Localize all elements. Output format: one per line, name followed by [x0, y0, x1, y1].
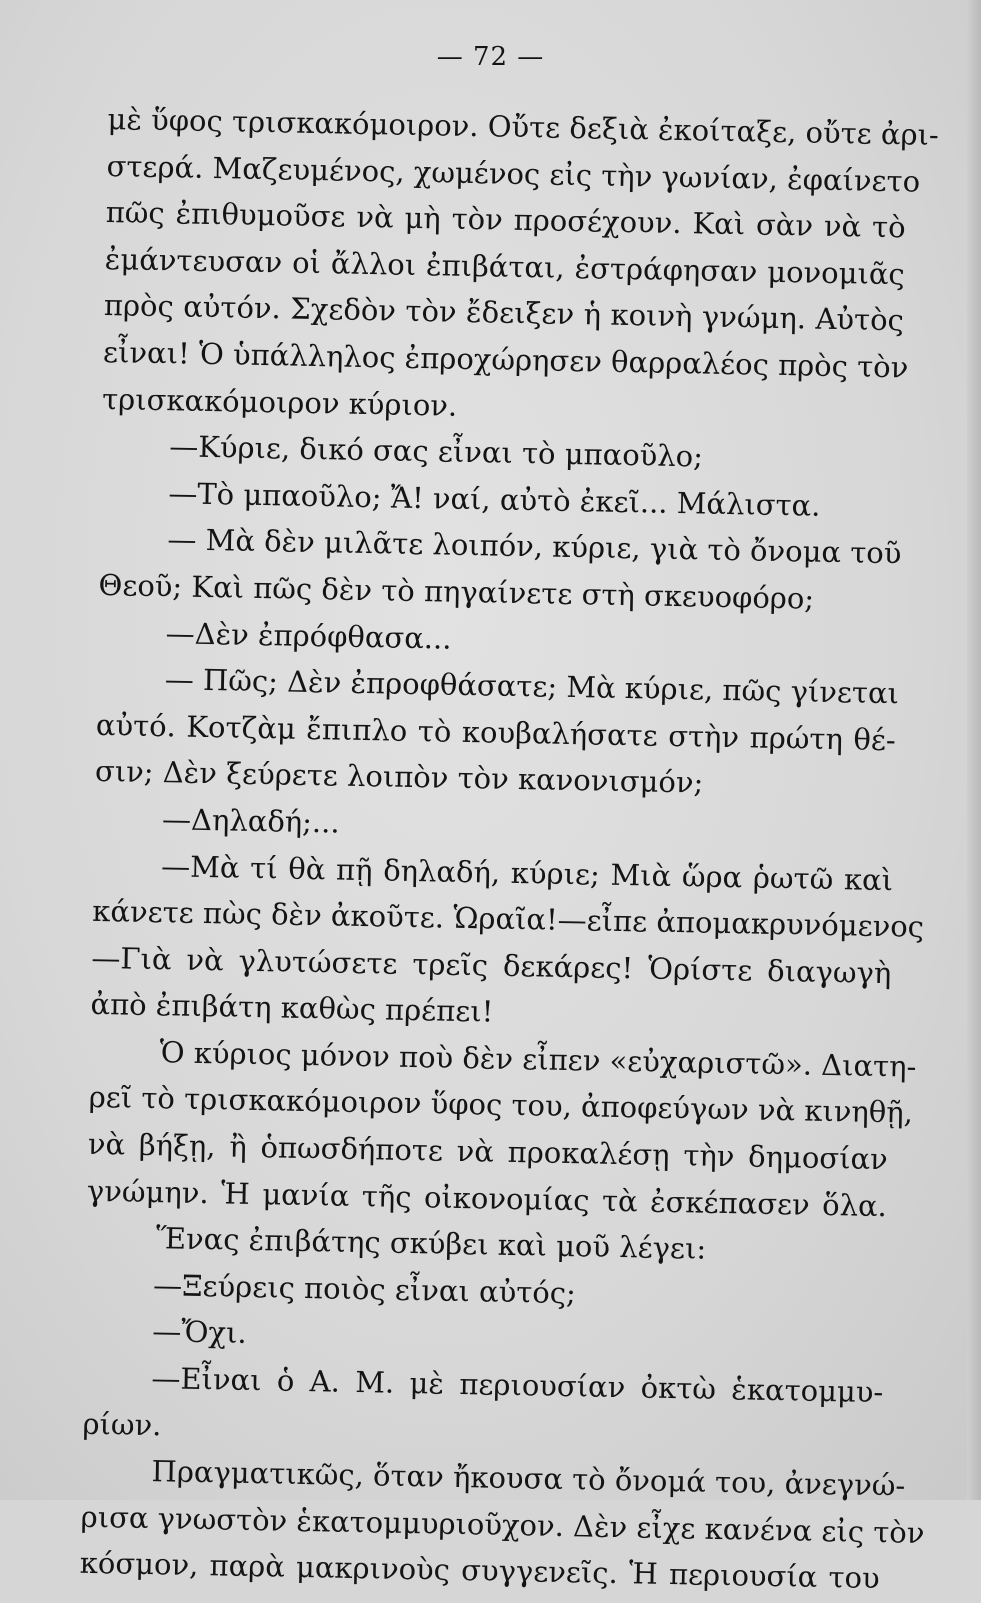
text-line: —Μὰ τί θὰ πῇ δηλαδή, κύριε; Μιὰ ὥρα ῥωτῶ καὶ	[160, 848, 894, 897]
page-edge	[967, 0, 981, 1500]
text-line: — Μὰ δὲν μιλᾶτε λοιπόν, κύριε, γιὰ τὸ ὄνομα τοῦ	[167, 522, 902, 571]
page-number: — 72 —	[436, 42, 545, 72]
text-line: ρεῖ τὸ τρισκακόμοιρον ὕφος του, ἀποφεύγων νὰ κινηθῇ,	[88, 1080, 914, 1131]
text-line: Πραγματικῶς, ὅταν ἤκουσα τὸ ὄνομά του, ἀνεγνώ-	[151, 1454, 906, 1503]
text-line: σιν; Δὲν ξεύρετε λοιπὸν τὸν κανονισμόν;	[94, 754, 704, 800]
text-line: Ὁ κύριος μόνον ποὺ δὲν εἶπεν «εὐχαριστῶ». Διατη-	[159, 1035, 917, 1084]
text-line: —Ξεύρεις ποιὸς εἶναι αὐτός;	[152, 1267, 577, 1311]
text-block	[79, 96, 940, 1602]
text-line: νὰ βήξῃ, ἢ ὁπωσδήποτε νὰ προκαλέσῃ τὴν δημοσίαν	[87, 1126, 889, 1177]
text-line: —Γιὰ νὰ γλυτώσετε τρεῖς δεκάρες! Ὁρίστε διαγωγὴ	[91, 940, 892, 990]
text-line: μὲ ὕφος τρισκακόμοιρον. Οὔτε δεξιὰ ἐκοίταξε, οὔτε ἀρι-	[107, 101, 940, 152]
text-line: —Δὲν ἐπρόφθασα...	[165, 615, 452, 656]
text-line: ρίων.	[82, 1406, 162, 1442]
text-line: —Ὄχι.	[151, 1314, 247, 1351]
text-line: πῶς ἐπιθυμοῦσε νὰ μὴ τὸν προσέχουν. Καὶ σὰν νὰ τὸ	[105, 195, 906, 245]
text-line: στερά. Μαζευμένος, χωμένος εἰς τὴν γωνίαν, ἐφαίνετο	[106, 148, 921, 199]
text-line: κόσμον, παρὰ μακρινοὺς συγγενεῖς. Ἡ περιουσία του	[79, 1546, 881, 1596]
text-line: —Τὸ μπαοῦλο; Ἄ! ναί, αὐτὸ ἐκεῖ... Μάλιστα.	[168, 475, 821, 523]
text-line: ἐμάντευσαν οἱ ἄλλοι ἐπιβάται, ἐστράφησαν μονομιᾶς	[104, 241, 906, 292]
text-line: τρισκακόμοιρον κύριον.	[101, 381, 458, 423]
text-line: ρισα γνωστὸν ἑκατομμυριοῦχον. Δὲν εἶχε κανένα εἰς τὸν	[80, 1499, 925, 1550]
text-line: ἀπὸ ἐπιβάτη καθὼς πρέπει!	[90, 987, 494, 1029]
text-line: — Πῶς; Δὲν ἐπροφθάσατε; Μὰ κύριε, πῶς γίνεται	[164, 662, 900, 711]
text-line: Θεοῦ; Καὶ πῶς δὲν τὸ πηγαίνετε στὴ σκευοφόρο;	[98, 567, 815, 616]
text-line: αὐτό. Κοτζὰμ ἔπιπλο τὸ κουβαλήσατε στὴν πρώτη θέ-	[95, 707, 897, 757]
text-line: Ἕνας ἐπιβάτης σκύβει καὶ μοῦ λέγει:	[155, 1221, 707, 1266]
text-line: —Κύριε, δικό σας εἶναι τὸ μπαοῦλο;	[168, 429, 704, 474]
text-line: εἶναι! Ὁ ὑπάλληλος ἐπροχώρησεν θαρραλέος πρὸς τὸν	[102, 334, 909, 385]
text-line: —Εἶναι ὁ Α. Μ. μὲ περιουσίαν ὀκτὼ ἑκατομμυ-	[151, 1361, 884, 1410]
text-line: πρὸς αὐτόν. Σχεδὸν τὸν ἔδειξεν ἡ κοινὴ γνώμη. Αὐτὸς	[103, 288, 905, 338]
text-line: γνώμην. Ἡ μανία τῆς οἰκονομίας τὰ ἐσκέπασεν ὅλα.	[86, 1173, 888, 1223]
text-line: —Δηλαδή;...	[161, 802, 340, 840]
text-line: κάνετε πὼς δὲν ἀκοῦτε. Ὡραῖα!—εἶπε ἀπομακρυνόμενος	[92, 893, 925, 944]
